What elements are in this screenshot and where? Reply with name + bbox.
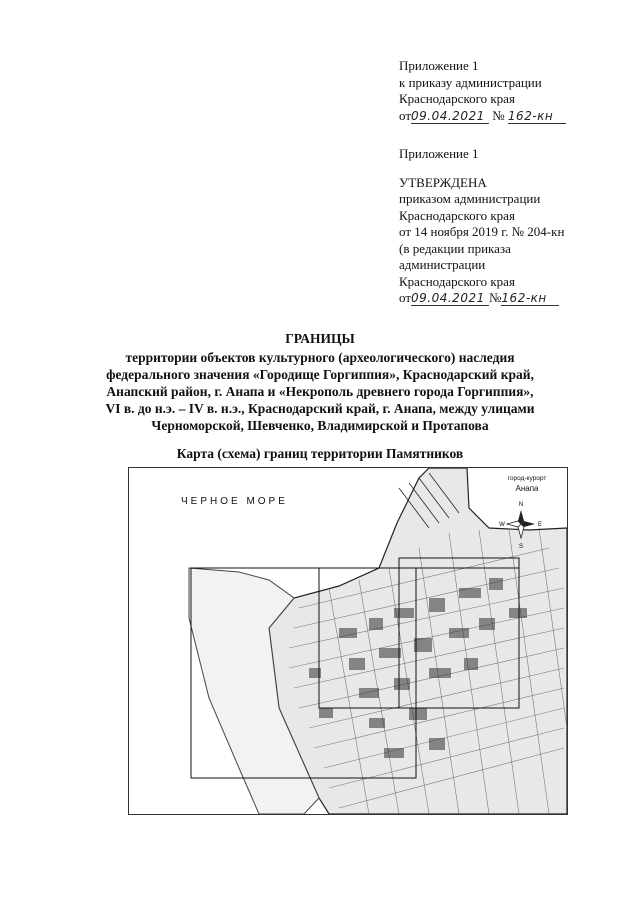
to-order-line: к приказу администрации [399, 74, 542, 90]
date-number-line-2: от09.04.2021 №162-кн [399, 290, 564, 307]
region-line: Краснодарского края [399, 91, 515, 106]
title-line-3: Анапский район, г. Анапа и «Некрополь древнего города Горгиппия», [106, 384, 534, 399]
appendix-label-2: Приложение 1 [399, 146, 479, 161]
city-type-label: город-курорт [507, 475, 547, 482]
original-order-line: от 14 ноября 2019 г. № 204-кн [399, 224, 565, 239]
title-line-5: Черноморской, Шевченко, Владимирской и Протапова [151, 418, 489, 433]
region-line-2: Краснодарского края [399, 207, 515, 223]
approval-block [399, 146, 564, 307]
title-line-2: федерального значения «Городище Горгиппия», Краснодарский край, [106, 367, 534, 382]
handwritten-date: 09.04.2021 [411, 110, 489, 124]
edition-note-line: (в редакции приказа [399, 240, 511, 256]
compass-s: S [518, 544, 524, 550]
city-name-label: Анапа [515, 484, 539, 493]
header-block [399, 58, 566, 124]
title-line-4: VI в. до н.э. – IV в. н.э., Краснодарский край, г. Анапа, между улицами [105, 401, 535, 416]
approved-label: УТВЕРЖДЕНА [399, 174, 487, 190]
region-line-3: Краснодарского края [399, 273, 515, 289]
administration-line: администрации [399, 257, 486, 272]
handwritten-number-2: 162-кн [501, 292, 559, 306]
sea-label: ЧЕРНОЕ МОРЕ [181, 496, 288, 507]
compass-w: W [499, 522, 505, 528]
map-drawing [129, 468, 567, 814]
title-heading: ГРАНИЦЫ [285, 331, 355, 346]
compass-n: N [518, 502, 524, 508]
map-caption: Карта (схема) границ территории Памятников [176, 446, 464, 461]
date-number-line: от09.04.2021 № 162-кн [399, 108, 566, 125]
handwritten-date-2: 09.04.2021 [411, 292, 489, 306]
title-line-1: территории объектов культурного (археологического) наследия [125, 350, 515, 365]
appendix-label: Приложение 1 [399, 58, 479, 73]
compass-e: E [537, 522, 543, 528]
document-title [80, 330, 560, 434]
by-order-line: приказом администрации [399, 191, 541, 206]
boundary-map [128, 467, 568, 815]
handwritten-number: 162-кн [508, 110, 566, 124]
